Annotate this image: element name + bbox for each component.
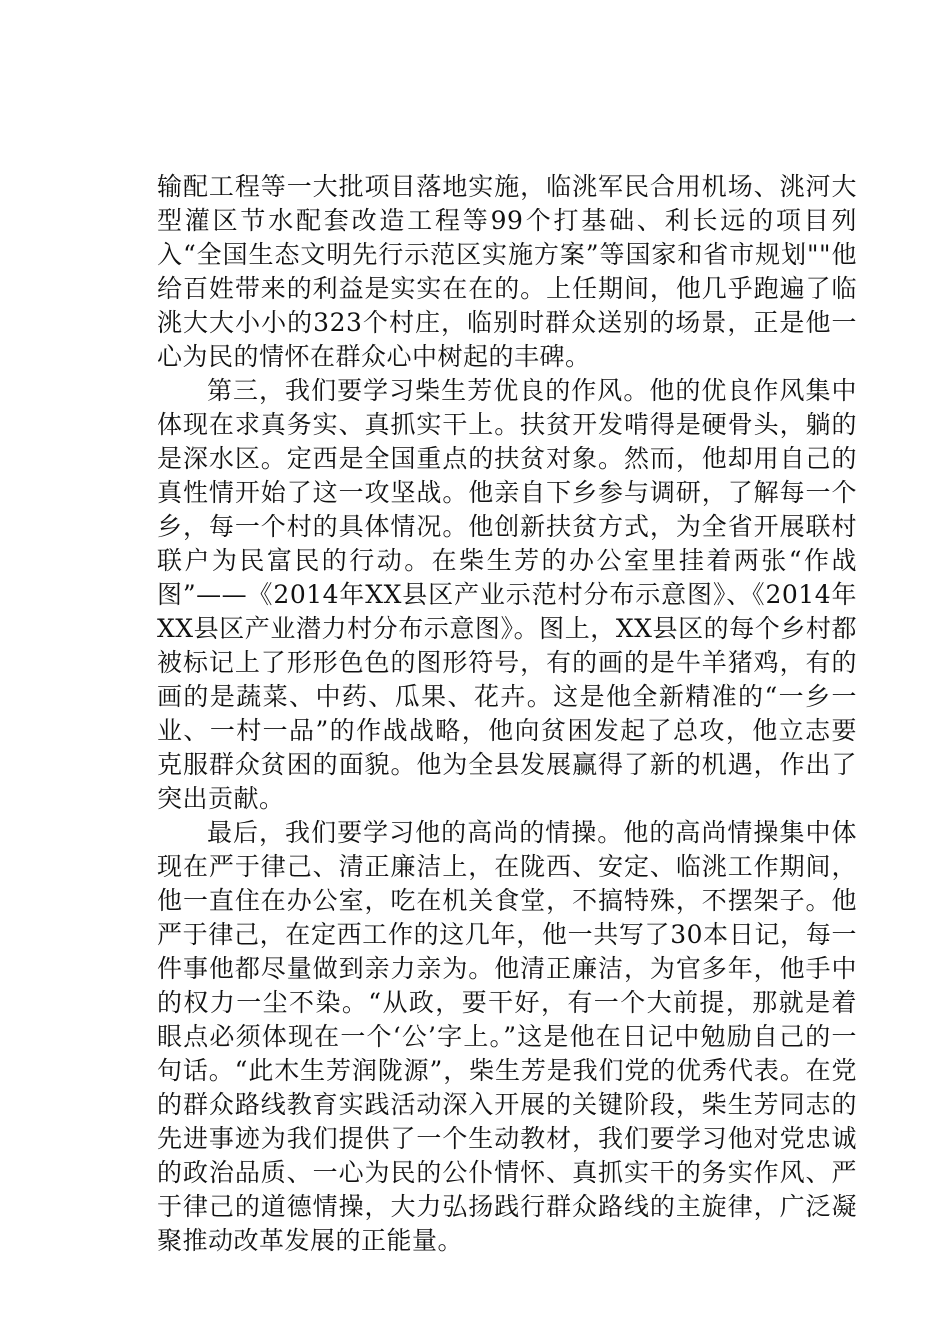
paragraph-1: 输配工程等一大批项目落地实施，临洮军民合用机场、洮河大型灌区节水配套改造工程等99个打基础、利长远的项目列入“全国生态文明先行示范区实施方案”等国家和省市规划""他给百姓带来的利益是实实在在的。上任期间，他几乎跑遍了临洮大大小小的323个村庄，临别时群众送别的场景，正是他一心为民的情怀在群众心中树起的丰碑。 [157, 172, 857, 371]
paragraph-2: 第三，我们要学习柴生芳优良的作风。他的优良作风集中体现在求真务实、真抓实干上。扶贫开发啃得是硬骨头，躺的是深水区。定西是全国重点的扶贫对象。然而，他却用自己的真性情开始了这一攻坚战。他亲自下乡参与调研，了解每一个乡，每一个村的具体情况。他创新扶贫方式，为全省开展联村联户为民富民的行动。在柴生芳的办公室里挂着两张“作战图”——《2014年XX县区产业示范村分布示意图》、《2014年XX县区产业潜力村分布示意图》。图上，XX县区的每个乡村都被标记上了形形色色的图形符号，有的画的是牛羊猪鸡，有的画的是蔬菜、中药、瓜果、花卉。这是他全新精准的“一乡一业、一村一品”的作战战略，他向贫困发起了总攻，他立志要克服群众贫困的面貌。他为全县发展赢得了新的机遇，作出了突出贡献。 [157, 376, 857, 813]
document-body [157, 170, 857, 1258]
paragraph-3: 最后，我们要学习他的高尚的情操。他的高尚情操集中体现在严于律己、清正廉洁上，在陇西、安定、临洮工作期间，他一直住在办公室，吃在机关食堂，不搞特殊，不摆架子。他严于律己，在定西工作的这几年，他一共写了30本日记，每一件事他都尽量做到亲力亲为。他清正廉洁，为官多年，他手中的权力一尘不染。“从政，要干好，有一个大前提，那就是着眼点必须体现在一个‘公’字上。”这是他在日记中勉励自己的一句话。“此木生芳润陇源”，柴生芳是我们党的优秀代表。在党的群众路线教育实践活动深入开展的关键阶段，柴生芳同志的先进事迹为我们提供了一个生动教材，我们要学习他对党忠诚的政治品质、一心为民的公仆情怀、真抓实干的务实作风、严于律己的道德情操，大力弘扬践行群众路线的主旋律，广泛凝聚推动改革发展的正能量。 [157, 818, 857, 1255]
